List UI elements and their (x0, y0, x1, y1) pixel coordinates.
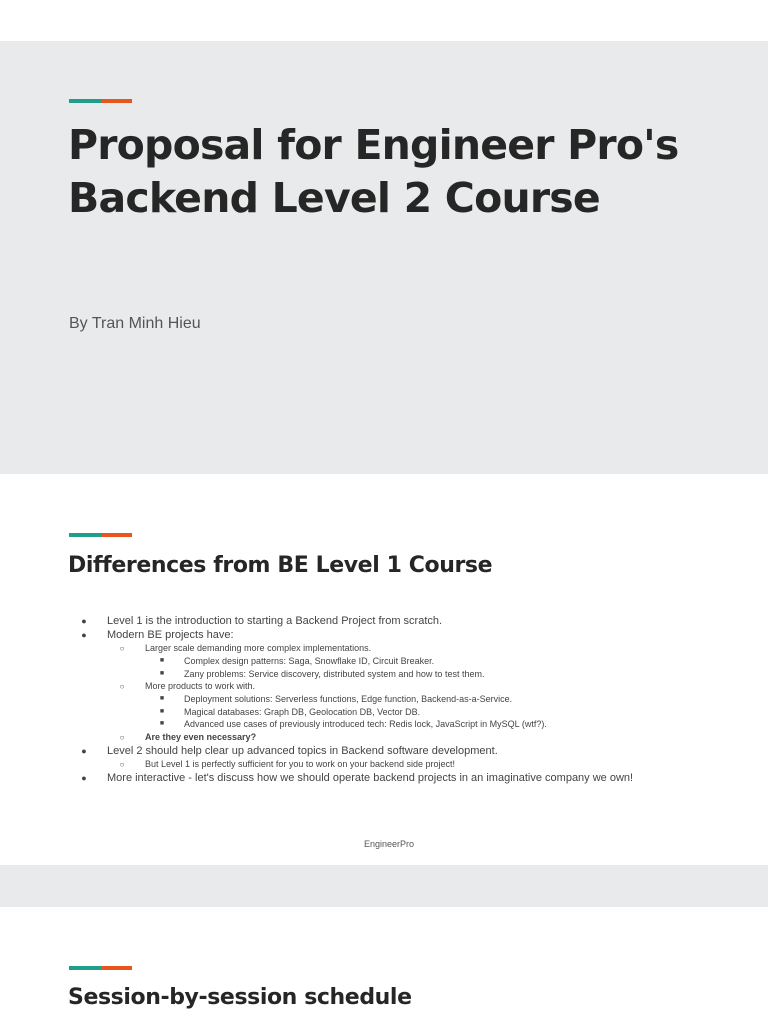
accent-bar (69, 99, 132, 103)
bullet-item-level-2 (0, 680, 768, 693)
bullet-text: But Level 1 is perfectly sufficient for you to work on your backend side project! (145, 758, 455, 769)
top-gap (0, 0, 768, 41)
differences-slide (0, 474, 768, 865)
bullet-marker: ● (81, 772, 87, 783)
bullet-item-level-3 (0, 668, 768, 681)
title-slide (0, 41, 768, 474)
author-byline: By Tran Minh Hieu (69, 315, 201, 332)
bullet-marker: ■ (159, 657, 165, 664)
bullet-list (0, 614, 768, 785)
slide-footer: EngineerPro (363, 839, 415, 849)
bullet-marker: ○ (119, 682, 125, 692)
bullet-text: Are they even necessary? (145, 731, 257, 742)
bullet-marker: ■ (159, 695, 165, 703)
bullet-text: Level 1 is the introduction to starting a Backend Project from scratch. (107, 615, 443, 627)
bullet-marker: ○ (119, 759, 125, 769)
slide-title: Differences from BE Level 1 Course (68, 553, 493, 578)
bullet-item-level-3 (0, 693, 768, 706)
bullet-item-level-1 (0, 614, 768, 628)
bullet-item-level-3 (0, 718, 768, 731)
bullet-text: More interactive - let's discuss how we should operate backend projects in an imaginative company we own! (107, 771, 634, 784)
bullet-item-level-3 (0, 655, 768, 668)
bullet-marker: ■ (159, 720, 165, 728)
bullet-text: More products to work with. (145, 681, 256, 692)
bullet-marker: ● (81, 616, 87, 626)
bullet-text: Magical databases: Graph DB, Geolocation DB, Vector DB. (184, 706, 421, 717)
bullet-text: Complex design patterns: Saga, Snowflake ID, Circuit Breaker. (184, 656, 435, 666)
bullet-text: Modern BE projects have: (107, 629, 234, 641)
bullet-item-level-2 (0, 731, 768, 744)
bullet-marker: ■ (159, 669, 165, 677)
bullet-item-level-1 (0, 628, 768, 642)
bullet-text: Zany problems: Service discovery, distributed system and how to test them. (184, 668, 485, 679)
title-line-1: Proposal for Engineer Pro's (68, 121, 679, 169)
slide-title: Session-by-session schedule (68, 985, 412, 1010)
bullet-item-level-1 (0, 744, 768, 758)
bullet-text: Advanced use cases of previously introduced tech: Redis lock, JavaScript in MySQL (wtf?). (184, 719, 547, 730)
bullet-text: Larger scale demanding more complex implementations. (145, 643, 372, 653)
bullet-marker: ■ (159, 707, 165, 715)
bullet-marker: ● (81, 630, 87, 640)
bullet-item-level-3 (0, 706, 768, 719)
accent-bar (69, 966, 132, 970)
bullet-text: Deployment solutions: Serverless functions, Edge function, Backend-as-a-Service. (184, 694, 513, 705)
bullet-item-level-2 (0, 758, 768, 771)
bullet-item-level-1 (0, 771, 768, 785)
bullet-marker: ○ (119, 644, 125, 653)
presentation-title (68, 119, 708, 225)
bullet-item-level-2 (0, 642, 768, 655)
bullet-marker: ○ (119, 732, 125, 742)
slide-separator (0, 865, 768, 907)
schedule-slide (0, 907, 768, 1024)
bullet-marker: ● (81, 745, 87, 756)
accent-bar (69, 533, 132, 537)
bullet-text: Level 2 should help clear up advanced topics in Backend software development. (107, 744, 498, 757)
title-line-2: Backend Level 2 Course (68, 174, 600, 222)
